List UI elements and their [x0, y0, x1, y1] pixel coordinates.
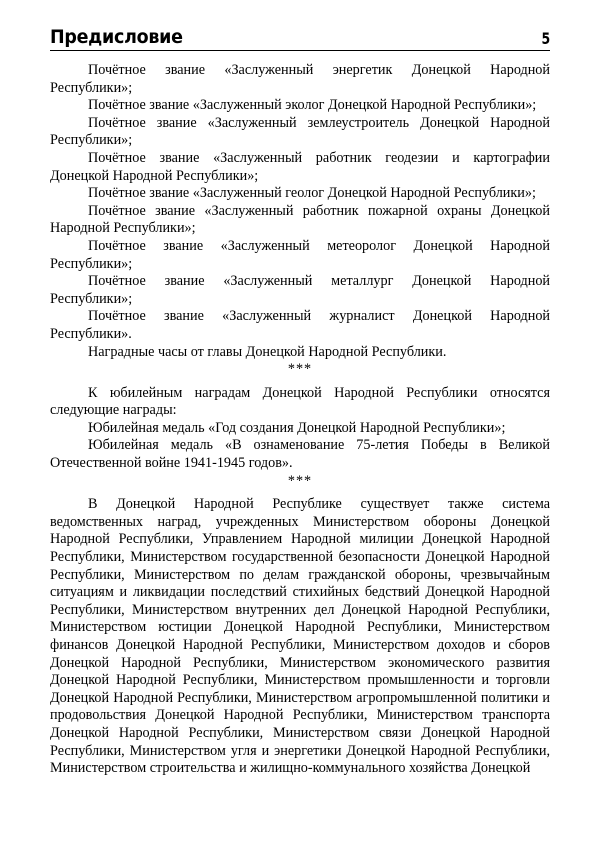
body-paragraph: Почётное звание «Заслуженный землеустроитель Донецкой Народной Республики»;: [50, 114, 550, 149]
document-body: [50, 62, 550, 778]
section-separator: ***: [287, 361, 313, 378]
body-paragraph: Почётное звание «Заслуженный метеоролог Донецкой Народной Республики»;: [50, 237, 550, 272]
page-title: Предисловие: [50, 26, 183, 48]
section-separator: ***: [287, 472, 313, 489]
page-number: 5: [541, 29, 550, 48]
page-header: [50, 28, 550, 51]
body-paragraph: В Донецкой Народной Республике существует также система ведомственных наград, учрежденных Министерством обороны Донецкой Народной Республики, Управлением Народной милиции Донецкой Народной Республики, Министерством государственной безопасности Донецкой Народной Республики, Министерством по делам гражданской обороны, чрезвычайным ситуациям и ликвидации последствий стихийных бедствий Донецкой Народной Республики, Министерством внутренних дел Донецкой Народной Республики, Министерством юстиции Донецкой Народной Республики, Министерством финансов Донецкой Народной Республики, Министерством доходов и сборов Донецкой Народной Республики, Министерством экономического развития Донецкой Народной Республики, Министерством промышленности и торговли Донецкой Народной Республики, Министерством агропромышленной политики и продовольствия Донецкой Народной Республики, Министерством транспорта Донецкой Народной Республики, Министерством связи Донецкой Народной Республики, Министерством угля и энергетики Донецкой Народной Республики, Министерством строительства и жилищно-коммунального хозяйства Донецкой: [50, 496, 550, 777]
body-paragraph: Юбилейная медаль «В ознаменование 75-летия Победы в Великой Отечественной войне 1941-1945 годов».: [50, 437, 550, 472]
body-paragraph: К юбилейным наградам Донецкой Народной Республики относятся следующие награды:: [50, 384, 550, 419]
body-paragraph: Наградные часы от главы Донецкой Народной Республики.: [88, 343, 447, 360]
body-paragraph: Почётное звание «Заслуженный работник геодезии и картографии Донецкой Народной Республики»;: [50, 149, 550, 184]
body-paragraph: Почётное звание «Заслуженный энергетик Донецкой Народной Республики»;: [50, 62, 550, 96]
body-paragraph: Почётное звание «Заслуженный геолог Донецкой Народной Республики»;: [88, 185, 536, 202]
body-paragraph: Почётное звание «Заслуженный журналист Донецкой Народной Республики».: [50, 308, 550, 342]
body-paragraph: Юбилейная медаль «Год создания Донецкой Народной Республики»;: [88, 419, 506, 436]
body-paragraph: Почётное звание «Заслуженный металлург Донецкой Народной Республики»;: [50, 273, 550, 307]
body-paragraph: Почётное звание «Заслуженный эколог Донецкой Народной Республики»;: [88, 97, 537, 114]
body-paragraph: Почётное звание «Заслуженный работник пожарной охраны Донецкой Народной Республики»;: [50, 202, 550, 237]
